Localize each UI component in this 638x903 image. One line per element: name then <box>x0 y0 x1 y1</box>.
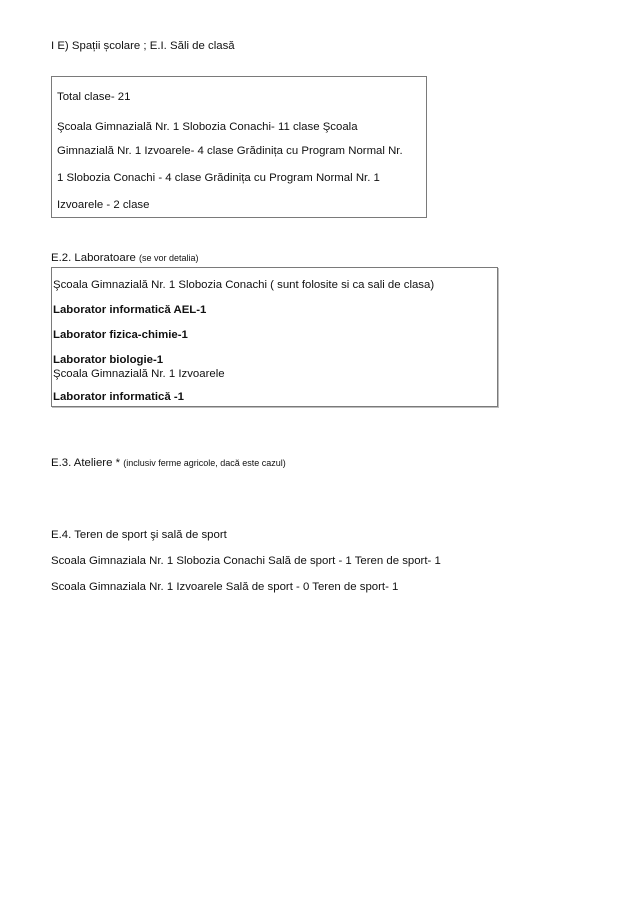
labs-title-line <box>51 251 199 265</box>
workshops-title: E.3. Ateliere * <box>51 457 121 469</box>
workshops-line <box>51 456 286 470</box>
section-heading: I E) Spații școlare ; E.I. Săli de clasă <box>51 40 235 52</box>
sport-title: E.4. Teren de sport şi sală de sport <box>51 529 227 541</box>
sport-line-1: Scoala Gimnaziala Nr. 1 Slobozia Conachi Sală de sport - 1 Teren de sport- 1 <box>51 555 441 567</box>
lab-informatica: Laborator informatică -1 <box>53 391 185 403</box>
classrooms-total: Total clase- 21 <box>57 91 131 103</box>
classrooms-line-2: Gimnazială Nr. 1 Izvoarele- 4 clase Grădinița cu Program Normal Nr. <box>57 145 403 157</box>
workshops-note: (inclusiv ferme agricole, dacă este cazul) <box>123 458 286 468</box>
labs-school-2: Şcoala Gimnazială Nr. 1 Izvoarele <box>53 368 225 380</box>
labs-note: (se vor detalia) <box>139 253 199 263</box>
classrooms-line-3: 1 Slobozia Conachi - 4 clase Grădinița cu Program Normal Nr. 1 <box>57 172 380 184</box>
labs-intro: Şcoala Gimnazială Nr. 1 Slobozia Conachi ( sunt folosite si ca sali de clasa) <box>53 279 435 291</box>
lab-biologie: Laborator biologie-1 <box>53 354 164 366</box>
lab-fizica-chimie: Laborator fizica-chimie-1 <box>53 329 188 341</box>
sport-line-2: Scoala Gimnaziala Nr. 1 Izvoarele Sală de sport - 0 Teren de sport- 1 <box>51 581 399 593</box>
lab-informatica-ael: Laborator informatică AEL-1 <box>53 304 207 316</box>
classrooms-line-4: Izvoarele - 2 clase <box>57 199 150 211</box>
classrooms-line-1: Şcoala Gimnazială Nr. 1 Slobozia Conachi- 11 clase Şcoala <box>57 121 358 133</box>
labs-title: E.2. Laboratoare <box>51 252 136 264</box>
